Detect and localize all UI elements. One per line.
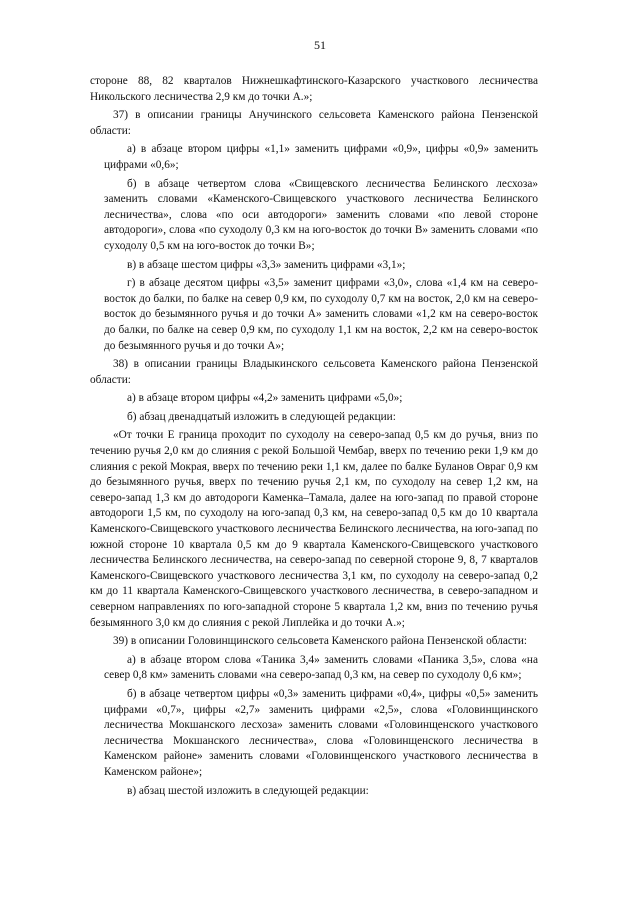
item-37-a: а) в абзаце втором цифры «1,1» заменить цифрами «0,9», цифры «0,9» заменить цифрами «0,6»; (104, 143, 538, 171)
item-38-quote: «От точки Е граница проходит по суходолу на северо-запад 0,5 км до ручья, вниз по течению ручья 2,0 км до слияния с рекой Большой Чембар, вверх по течению реки 1,9 км до слияния с рекой Мокрая, вверх по течению реки 1,1 км, далее по балке Буланов Овраг 0,9 км до безымянного ручья, вверх по течению ручья 2,1 км, по суходолу на север 1,2 км, на северо-запад 1,3 км до автодороги Каменка–Тамала, далее на юго-запад по правой стороне автодороги 1,5 км, по суходолу на юго-запад 0,3 км, на северо-запад 0,5 км до 10 квартала Каменского-Свищевского участкового лесничества Белинского лесничества, на юго-запад по южной стороне 10 квартала 0,5 км до 9 квартала Каменского-Свищевского участкового лесничества Белинского лесничества, на северо-запад по северной стороне 9, 8, 7 кварталов Каменского-Свищевского участкового лесничества 3,1 км, по суходолу на северо-запад 0,2 км до 11 квартала Каменского-Свищевского участкового лесничества, в северо-западном и северном направлениях по юго-западной стороне 5 квартала 1,2 км, вниз по течению ручья безымянного 3,0 км до слияния с рекой Липлейка и до точки А.»; (90, 429, 539, 629)
item-37-heading: 37) в описании границы Анучинского сельсовета Каменского района Пензенской области: (90, 109, 538, 137)
paragraph-continuation: стороне 88, 82 кварталов Нижнешкафтинского-Казарского участкового лесничества Никольского лесничества 2,9 км до точки А.»; (90, 75, 538, 103)
item-39-b: б) в абзаце четвертом цифры «0,3» заменить цифрами «0,4», цифры «0,5» заменить цифрами «0,7», цифры «2,7» заменить цифрами «2,5», слова «Головинщинского лесничества Мокшанского лесхоза» заменить словами «Головинщенского участкового лесничества Мокшанского лесничества», слова «Головинщенского лесничества в Каменском районе» заменить словами «Головинщенского участкового лесничества в Каменском районе»; (104, 687, 538, 778)
item-39-heading: 39) в описании Головинщинского сельсовета Каменского района Пензенской области: (113, 635, 528, 648)
item-38-heading: 38) в описании границы Владыкинского сельсовета Каменского района Пензенской области: (90, 358, 538, 386)
item-39-v: в) абзац шестой изложить в следующей редакции: (127, 784, 369, 797)
page-number: 51 (314, 38, 326, 52)
item-39-a: а) в абзаце втором слова «Таника 3,4» заменить словами «Паника 3,5», слова «на север 0,8 км» заменить словами «на северо-запад 0,3 км, на север по суходолу 0,6 км»; (104, 653, 538, 682)
item-37-g: г) в абзаце десятом цифры «3,5» заменит цифрами «3,0», слова «1,4 км на северо-восток до балки, по балке на север 0,9 км, по суходолу 0,7 км на восток, 2,0 км на северо-восток до безымянного ручья и до точки А» заменить словами «1,2 км на северо-восток до балки, по балке на север 0,9 км, по суходолу 1,1 км на восток, 2,2 км на северо-восток до безымянного ручья и до точки А»; (104, 277, 538, 352)
item-38-b: б) абзац двенадцатый изложить в следующей редакции: (127, 410, 396, 423)
item-38-a: а) в абзаце втором цифры «4,2» заменить цифрами «5,0»; (127, 392, 403, 405)
item-37-b: б) в абзаце четвертом слова «Свищевского лесничества Белинского лесхоза» заменить словами «Каменского-Свищевского участкового лесничества Белинского лесничества», слова «по оси автодороги» заменить словами «по левой стороне автодороги», слова «по суходолу 0,3 км на юго-восток до точки В» заменить словами «по суходолу 0,5 км на юго-восток до точки В»; (104, 177, 538, 252)
item-37-v: в) в абзаце шестом цифры «3,3» заменить цифрами «3,1»; (127, 258, 406, 271)
document-body (90, 74, 538, 802)
